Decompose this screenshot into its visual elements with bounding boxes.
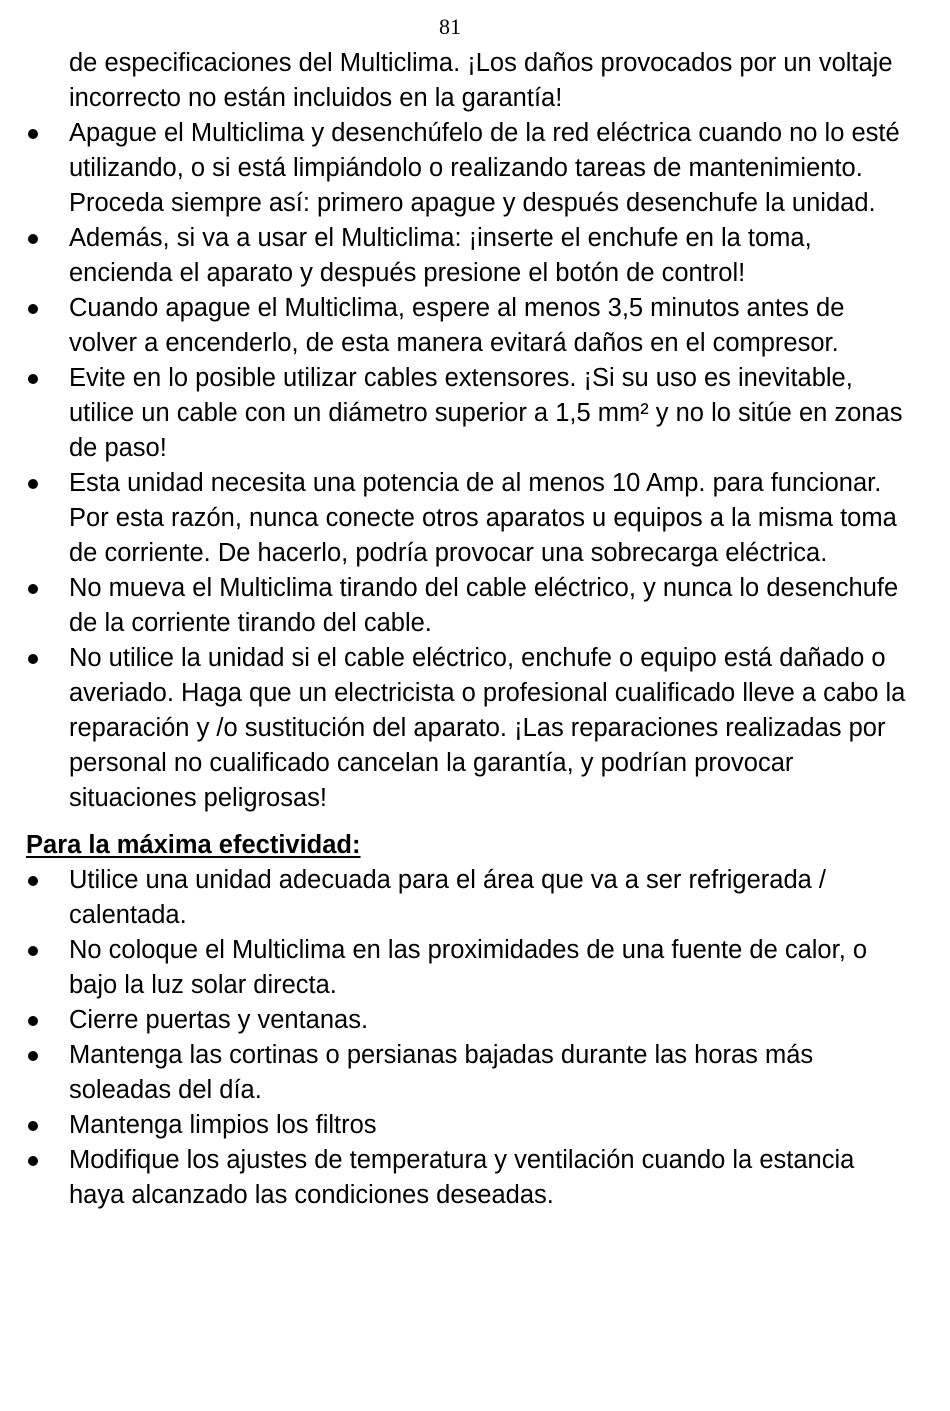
safety-list-item	[26, 221, 906, 291]
effectiveness-item-text: Utilice una unidad adecuada para el área que va a ser refrigerada / calentada.	[69, 866, 826, 929]
effectiveness-item-text: Mantenga las cortinas o persianas bajadas durante las horas más soleadas del día.	[69, 1041, 814, 1104]
effectiveness-list-item	[26, 1143, 906, 1213]
safety-list-item	[26, 641, 906, 816]
section-heading: Para la máxima efectividad:	[26, 831, 361, 859]
page-number: 81	[439, 14, 461, 39]
safety-list-item	[26, 361, 906, 466]
safety-list-item	[26, 116, 906, 221]
bullet-icon	[28, 654, 38, 664]
bullet-icon	[28, 1051, 38, 1061]
bullet-icon	[28, 876, 38, 886]
bullet-icon	[28, 304, 38, 314]
effectiveness-list-item	[26, 863, 906, 933]
effectiveness-item-text: Modifique los ajustes de temperatura y ventilación cuando la estancia haya alcanzado las condiciones deseadas.	[69, 1146, 855, 1209]
safety-item-text: No utilice la unidad si el cable eléctrico, enchufe o equipo está dañado o averiado. Haga que un electricista o profesional cualificado lleve a cabo la reparación y /o sustitución del aparato. ¡Las reparaciones realizadas por personal no cualificado cancelan la garantía, y podrían provocar situaciones peligrosas!	[69, 644, 906, 812]
bullet-icon	[28, 584, 38, 594]
bullet-icon	[28, 374, 38, 384]
safety-list-item	[26, 291, 906, 361]
bullet-icon	[28, 234, 38, 244]
safety-list-item	[26, 571, 906, 641]
effectiveness-list-item	[26, 1038, 906, 1108]
safety-item-text: Evite en lo posible utilizar cables extensores. ¡Si su uso es inevitable, utilice un cable con un diámetro superior a 1,5 mm² y no lo sitúe en zonas de paso!	[69, 364, 903, 462]
safety-item-text: Además, si va a usar el Multiclima: ¡inserte el enchufe en la toma, encienda el aparato y después presione el botón de control!	[69, 224, 812, 287]
safety-item-text: Esta unidad necesita una potencia de al menos 10 Amp. para funcionar. Por esta razón, nunca conecte otros aparatos u equipos a la misma toma de corriente. De hacerlo, podría provocar una sobrecarga eléctrica.	[69, 469, 897, 567]
safety-item-text: Cuando apague el Multiclima, espere al menos 3,5 minutos antes de volver a encenderlo, de esta manera evitará daños en el compresor.	[69, 294, 845, 357]
effectiveness-item-text: No coloque el Multiclima en las proximidades de una fuente de calor, o bajo la luz solar directa.	[69, 936, 868, 999]
effectiveness-item-text: Mantenga limpios los filtros	[69, 1111, 377, 1139]
effectiveness-list	[26, 863, 906, 1213]
bullet-icon	[28, 1016, 38, 1026]
bullet-icon	[28, 1156, 38, 1166]
safety-list-item	[26, 466, 906, 571]
effectiveness-list-item	[26, 933, 906, 1003]
safety-list	[26, 116, 906, 816]
bullet-icon	[28, 946, 38, 956]
effectiveness-list-item	[26, 1108, 906, 1143]
safety-item-text: No mueva el Multiclima tirando del cable eléctrico, y nunca lo desenchufe de la corriente tirando del cable.	[69, 574, 899, 637]
effectiveness-item-text: Cierre puertas y ventanas.	[69, 1006, 369, 1034]
bullet-icon	[28, 1121, 38, 1131]
bullet-icon	[28, 129, 38, 139]
safety-item-text: Apague el Multiclima y desenchúfelo de la red eléctrica cuando no lo esté utilizando, o si está limpiándolo o realizando tareas de mantenimiento. Proceda siempre así: primero apague y después desenchufe la unidad.	[69, 119, 900, 217]
continuation-paragraph: de especificaciones del Multiclima. ¡Los daños provocados por un voltaje incorrecto no están incluidos en la garantía!	[69, 49, 893, 112]
document-body	[26, 46, 906, 1213]
effectiveness-list-item	[26, 1003, 906, 1038]
bullet-icon	[28, 479, 38, 489]
